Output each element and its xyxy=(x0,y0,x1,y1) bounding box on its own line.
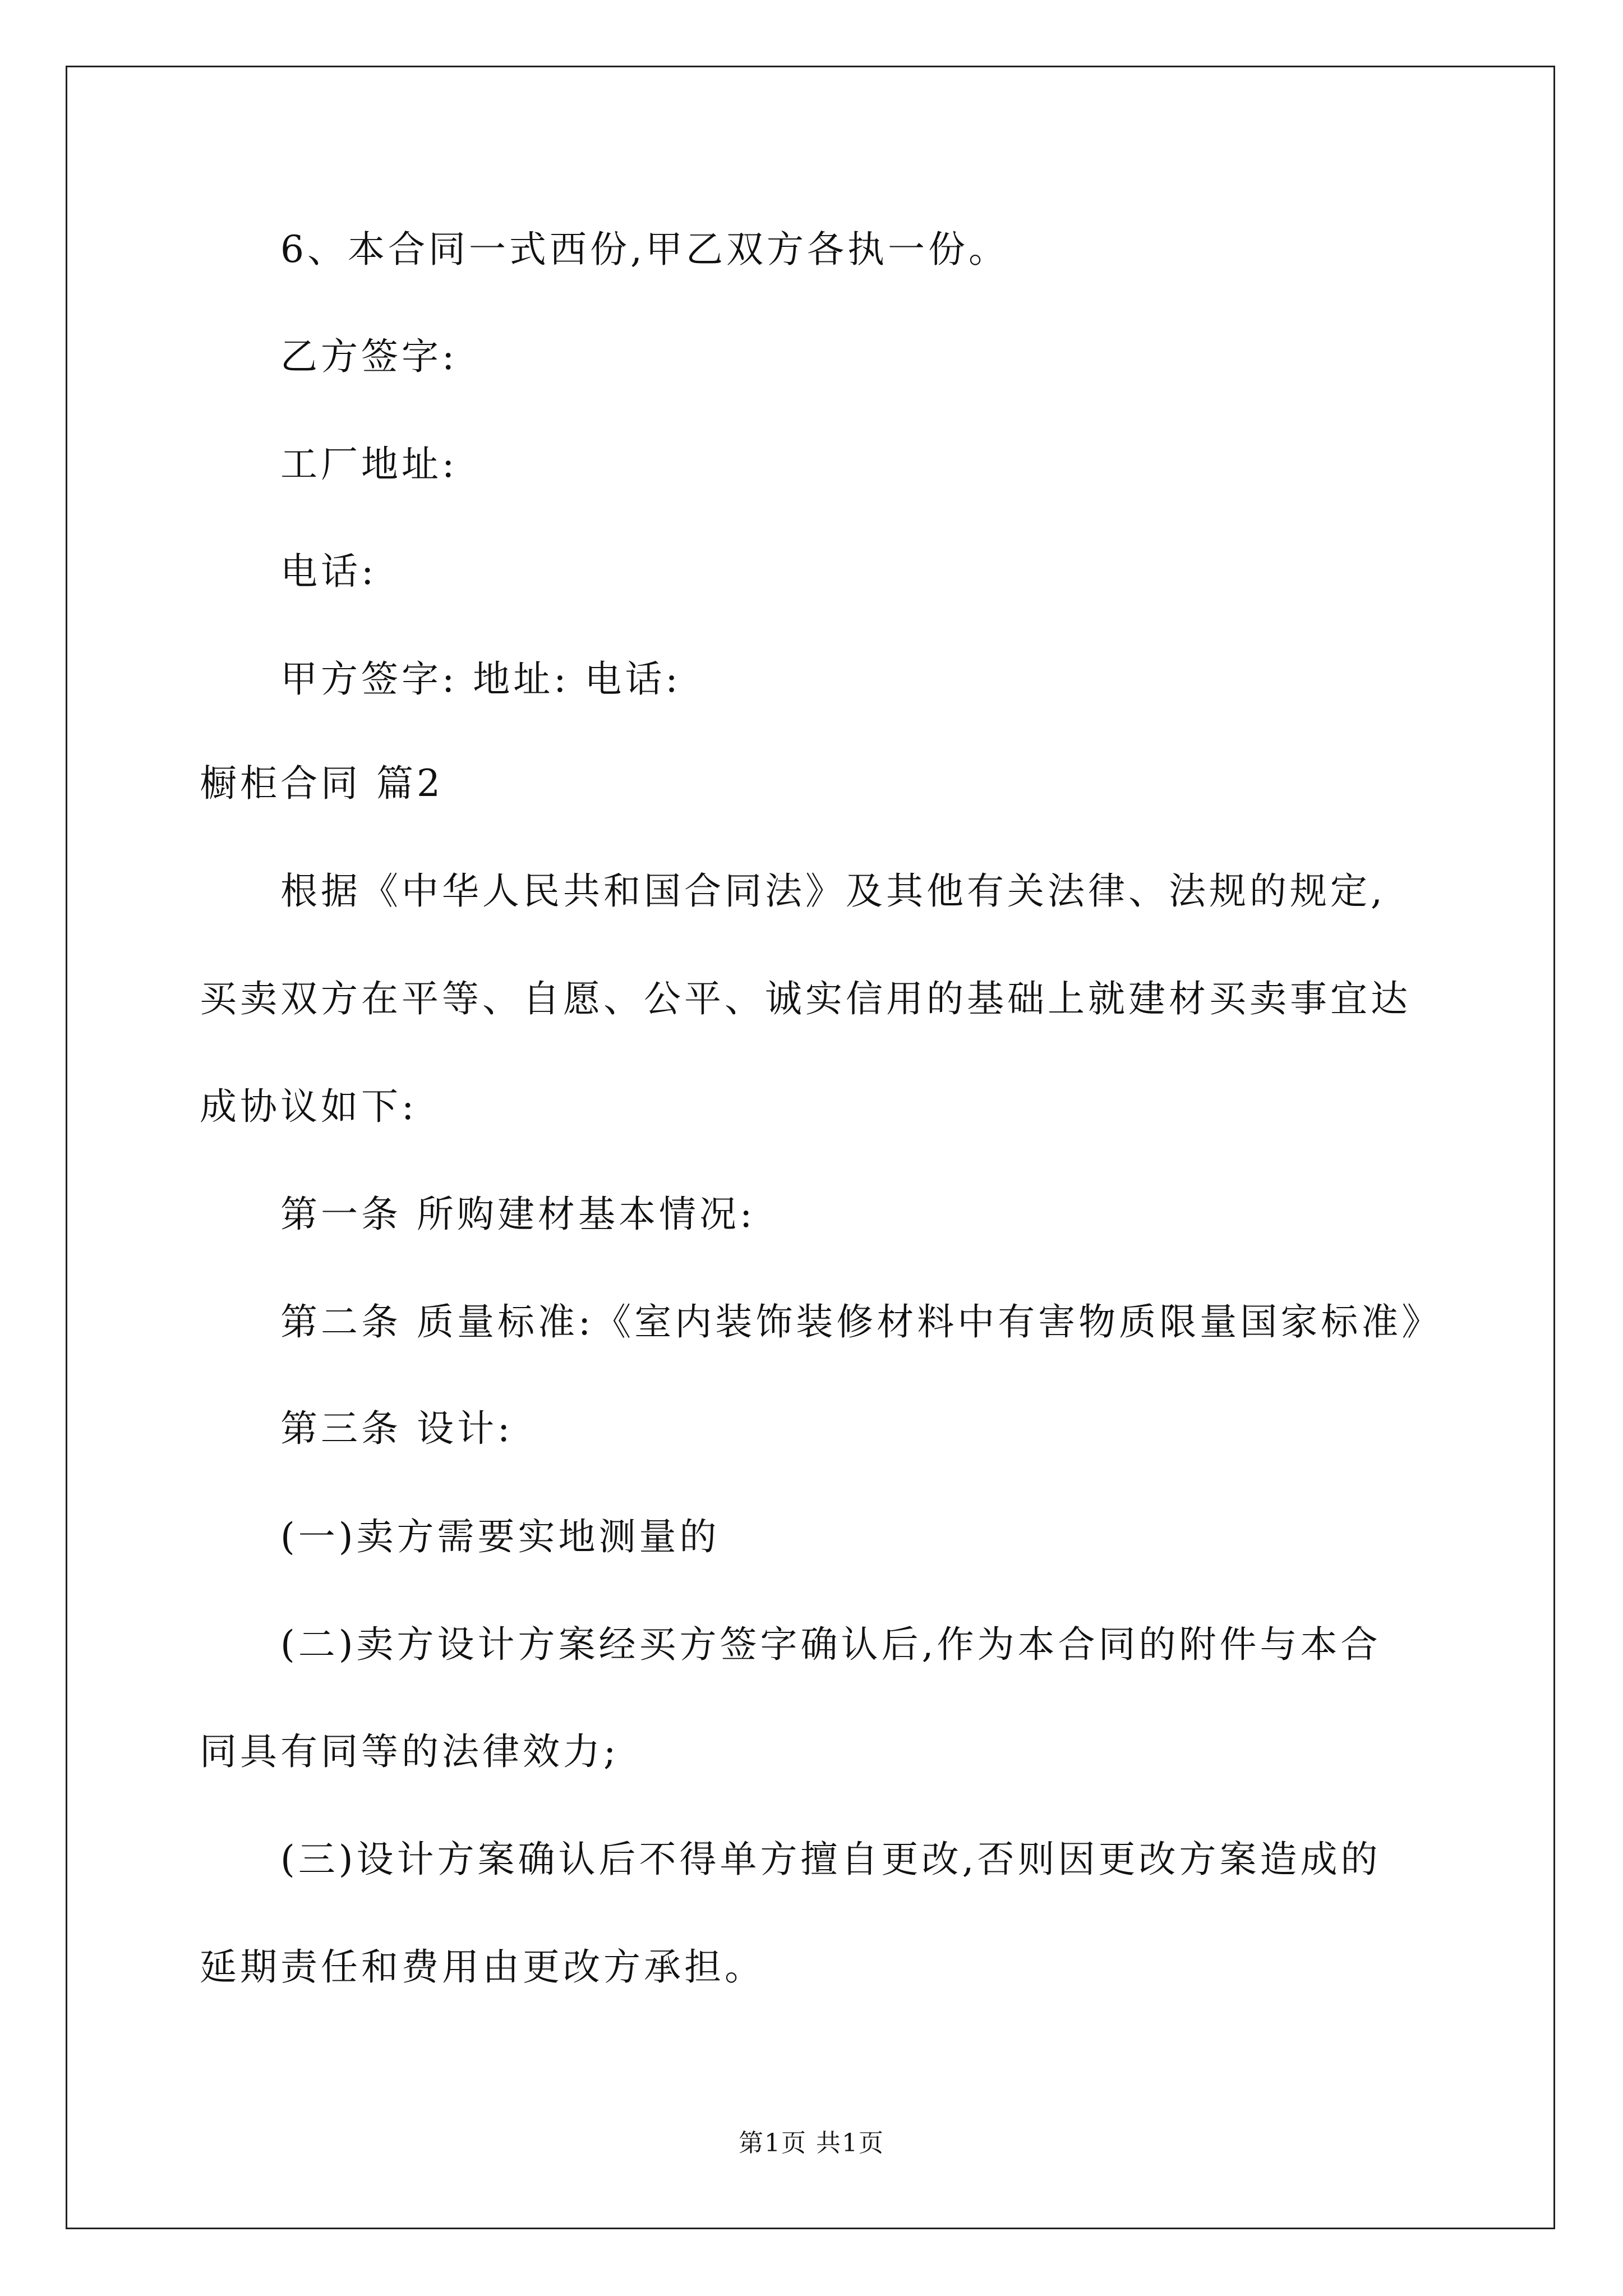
article-3: 第三条 设计: xyxy=(280,1407,514,1450)
clause-6-copies: 6、本合同一式西份,甲乙双方各执一份。 xyxy=(280,228,1009,271)
section-heading: 橱柜合同 篇2 xyxy=(200,762,444,805)
article-3-item-3-line-2: 延期责任和费用由更改方承担。 xyxy=(200,1945,765,1989)
article-3-item-2-line-2: 同具有同等的法律效力; xyxy=(200,1730,620,1773)
article-2: 第二条 质量标准:《室内装饰装修材料中有害物质限量国家标准》 xyxy=(280,1300,1442,1343)
party-b-signature-label: 乙方签字: xyxy=(280,335,458,378)
factory-address-label: 工厂地址: xyxy=(280,443,458,486)
page-border xyxy=(66,66,1555,2229)
article-3-item-3-line-1: (三)设计方案确认后不得单方擅自更改,否则因更改方案造成的 xyxy=(280,1838,1381,1881)
phone-label: 电话: xyxy=(280,550,377,593)
article-3-item-1: (一)卖方需要实地测量的 xyxy=(280,1515,720,1558)
party-a-signature-line: 甲方签字: 地址: 电话: xyxy=(280,657,681,701)
preamble-line-2: 买卖双方在平等、自愿、公平、诚实信用的基础上就建材买卖事宜达 xyxy=(200,977,1411,1020)
article-3-item-2-line-1: (二)卖方设计方案经买方签字确认后,作为本合同的附件与本合 xyxy=(280,1623,1381,1666)
preamble-line-1: 根据《中华人民共和国合同法》及其他有关法律、法规的规定, xyxy=(280,869,1386,913)
page-footer: 第1页 共1页 xyxy=(739,2129,884,2157)
article-1: 第一条 所购建材基本情况: xyxy=(280,1193,756,1236)
preamble-line-3: 成协议如下: xyxy=(200,1085,418,1128)
